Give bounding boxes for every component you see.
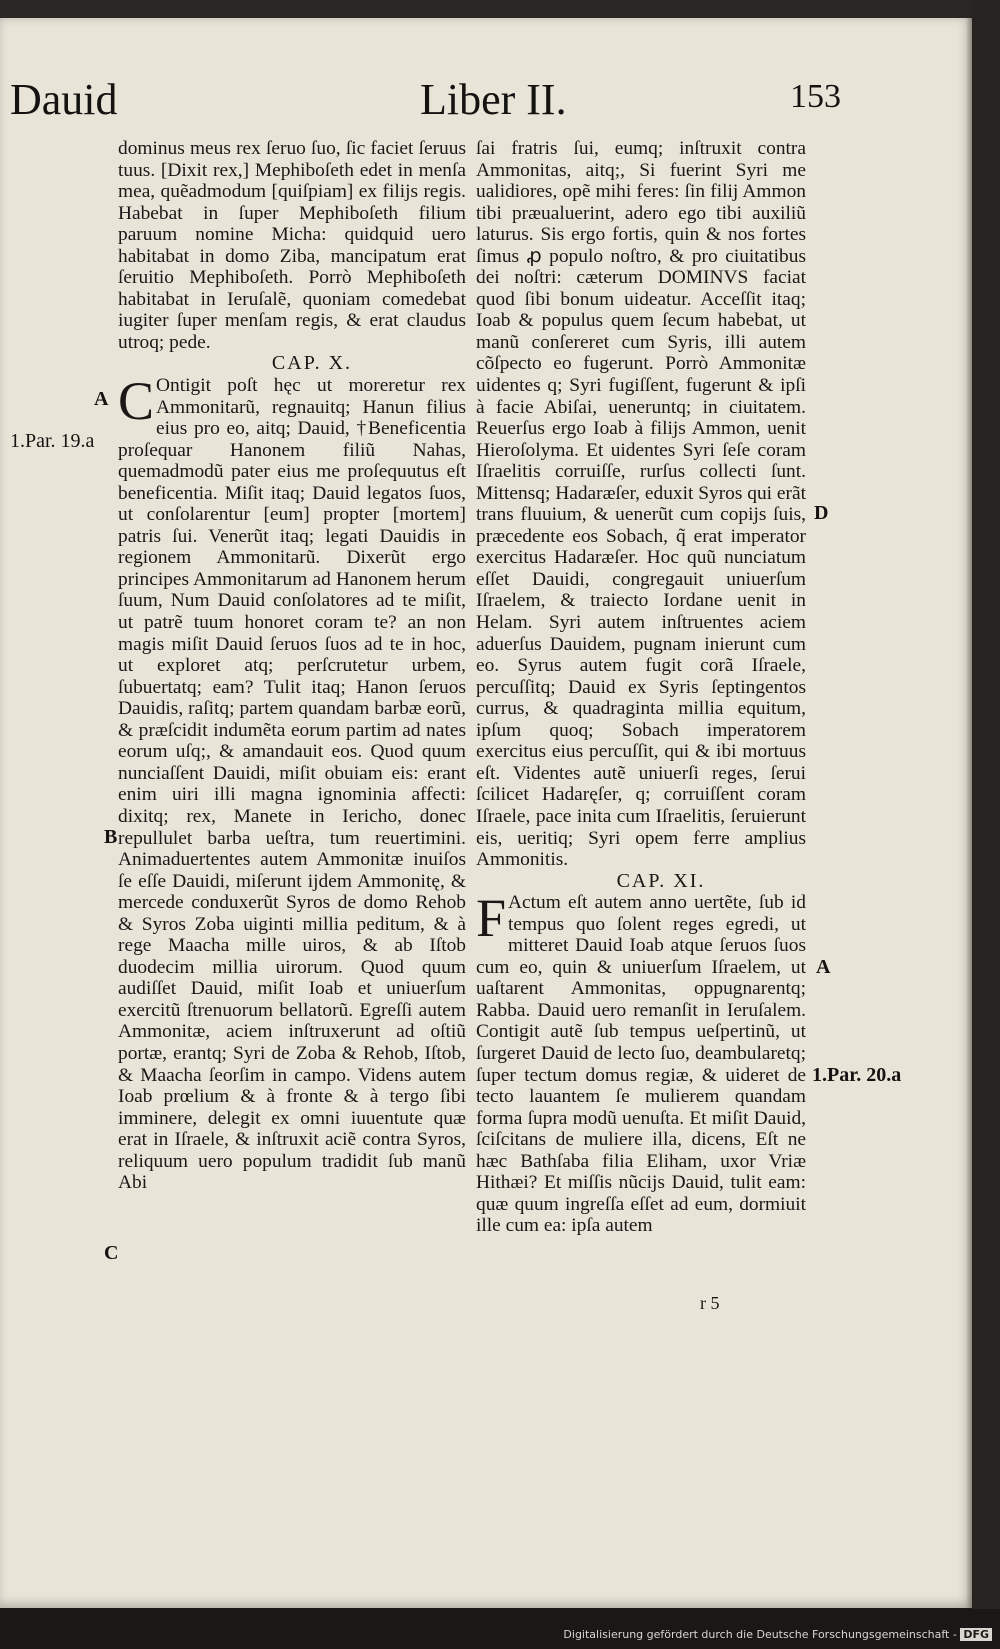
margin-letter-b-left: B	[104, 826, 118, 848]
running-head	[10, 74, 841, 144]
margin-letter-a-left: A	[94, 388, 109, 410]
left-column	[118, 138, 466, 1194]
left-paragraph-2	[118, 371, 466, 1194]
dfg-logo: DFG	[960, 1628, 992, 1641]
scan-edge-top	[0, 0, 1000, 18]
page-number: 153	[790, 78, 841, 115]
margin-reference-right: 1.Par. 20.a	[812, 1064, 902, 1086]
margin-reference-left: 1.Par. 19.a	[10, 430, 95, 452]
running-head-center: Liber II.	[420, 75, 567, 124]
drop-initial-f: F	[476, 888, 507, 949]
drop-initial-c: C	[118, 371, 155, 432]
digitization-credit	[563, 1628, 992, 1641]
chapter-heading-x: CAP. X.	[271, 352, 353, 375]
credit-text: Digitalisierung gefördert durch die Deutsche Forschungsgemeinschaft -	[563, 1628, 957, 1641]
right-paragraph-1: ſai fratris ſui, eumq; inſtruxit contra Ammonitas, aitq;, Si fuerint Syri me ualidiores, opẽ mihi feres: ſin filij Ammon tibi præualuerint, adero ego tibi auxiliũ laturus. Sis ergo fortis, quin & nos fortes ſimus ꝓ populo noſtro, & pro ciuitatibus dei noſtri: cæterum DOMINVS faciat quod ſibi bonum uideatur. Acceſſit itaq; Ioab & populus quem ſecum habebat, ut manũ conſereret cum Syris, illi autem cõſpecto eo fugerunt. Porrò Ammonitæ uidentes q; Syri fugiſſent, fugerunt & ipſi à facie Abiſai, ueneruntq; in ciuitatem. Reuerſus ergo Ioab à filijs Ammon, uenit Hieroſolyma. Et uidentes Syri ſeſe coram Iſraelitis corruiſſe, rurſus collecti ſunt. Mittensq; Hadaræſer, eduxit Syros qui erãt trans fluuium, & uenerũt cum copijs ſuis, præcedente eos Sobach, q̃ erat imperator exercitus Hadaræſer. Hoc quũ nunciatum eſſet Dauidi, congregauit uniuerſum Iſraelem, & traiecto Iordane uenit in Helam. Syri autem inſtruentes aciem aduerſus Dauidem, pugnam inierunt cum eo. Syrus autem fugit corã Iſraele, percuſſitq; Dauid ex Syris ſeptingentos currus, & quadraginta millia equitum, ipſum quoq; Sobach imperatorem exercitus eius percuſſit, qui & ibi mortuus eſt. Videntes autẽ uniuerſi reges, ſerui ſcilicet Hadaręſer, q; corruiſſent coram Iſraele, pace inita cum Iſraelitis, ſeruierunt eis, ueritiq; Syri opem ferre amplius Ammonitis.	[476, 138, 806, 871]
chapter-heading-xi: CAP. XI.	[616, 869, 706, 892]
page-shadow	[966, 18, 972, 1608]
right-column	[476, 138, 806, 1237]
left-paragraph-2-text: Ontigit poſt hęc ut moreretur rex Ammonitarũ, regnauitq; Hanun filius eius pro eo, aitq; Dauid, †Beneficentia proſequar Hanonem filiũ Nahas, quemadmodũ pater eius me proſequutus eſt beneficentia. Miſit itaq; Dauid legatos ſuos, ut conſolarentur [eum] propter [mortem] patris ſui. Venerũt itaq; legati Dauidis in regionem Ammonitarũ. Dixerũt ergo principes Ammonitarum ad Hanonem herum ſuum, Num Dauid conſolatores ad te miſit, ut patrẽ tuum honoret coram te? an non magis miſit Dauid ſeruos ſuos ad te in hoc, ut exploret atq; perſcrutetur urbem, ſubuertatq; eam? Tulit itaq; Hanon ſeruos Dauidis, raſitq; partem quandam barbæ eorũ, & præſcidit indumẽta eorum partim ad nates eorum uſq;, & amandauit eos. Quod quum nunciaſſent Dauidi, miſit obuiam eis: erant enim uiri illi magna ignominia affecti: dixitq; rex, Manete in Iericho, donec repullulet barba ueſtra, tum reuertimini. Animaduertentes autem Ammonitæ inuiſos ſe eſſe Dauidi, miſerunt ijdem Ammonitę, & mercede conduxerũt Syros de domo Rehob & Syros Zoba uiginti millia peditum, & à rege Maacha mille uiros, & ab Iſtob duodecim millia uirorum. Quod quum audiſſet Dauid, miſit Ioab et uniuerſum exercitũ ſtrenuorum bellatorũ. Egreſſi autem Ammonitæ, aciem inſtruxerunt ad oſtiũ portæ, erantq; Syri de Zoba & Rehob, Iſtob, & Maacha ſeorſim in campo. Videns autem Ioab prœlium & à fronte & à tergo ſibi imminere, delegit ex omni iuuentute quæ erat in Iſraele, & inſtruxit aciẽ contra Syros, reliquum uero populum tradidit ſub manũ Abi	[118, 375, 466, 1194]
book-page	[0, 18, 972, 1608]
right-paragraph-2-text: Actum eſt autem anno uertẽte, ſub id tempus quo ſolent reges egredi, ut mitteret Dauid Ioab atque ſeruos ſuos cum eo, quin & uniuerſum Iſraelem, ut uaſtarent Ammonitas, oppugnarentq; Rabba. Dauid uero remanſit in Ieruſalem. Contigit autẽ ſub tempus ueſpertinũ, ut ſurgeret Dauid de lecto ſuo, deambularetq; ſuper tectum domus regiæ, & uideret de tecto lauantem ſe mulierem quandam forma ſupra modũ uenuſta. Et miſit Dauid, ſciſcitans de muliere illa, dicens, Eſt ne hæc Bathſaba filia Eliham, uxor Vriæ Hithæi? Et miſſis nũcijs Dauid, tulit eam: quæ quum ingreſſa eſſet ad eum, dormiuit ille cum ea: ipſa autem	[476, 892, 806, 1237]
signature-mark: r 5	[700, 1293, 720, 1313]
scan-edge-right	[972, 0, 1000, 1649]
right-paragraph-2	[476, 888, 806, 1237]
running-head-left: Dauid	[10, 75, 118, 124]
margin-letter-c-left: C	[104, 1242, 119, 1264]
left-paragraph-1: dominus meus rex ſeruo ſuo, ſic faciet ſeruus tuus. [Dixit rex,] Mephiboſeth edet in menſa mea, quẽadmodum [quiſpiam] ex filijs regis. Habebat in ſuper Mephiboſeth filium paruum nomine Micha: quidquid uero habitabat in domo Ziba, mancipatum erat ſeruitio Mephiboſeth. Porrò Mephiboſeth habitabat in Ieruſalẽ, quoniam comedebat iugiter ſuper menſam regis, & erat claudus utroq; pede.	[118, 138, 466, 353]
margin-letter-a-right: A	[816, 956, 831, 978]
margin-letter-d-right: D	[814, 502, 829, 524]
